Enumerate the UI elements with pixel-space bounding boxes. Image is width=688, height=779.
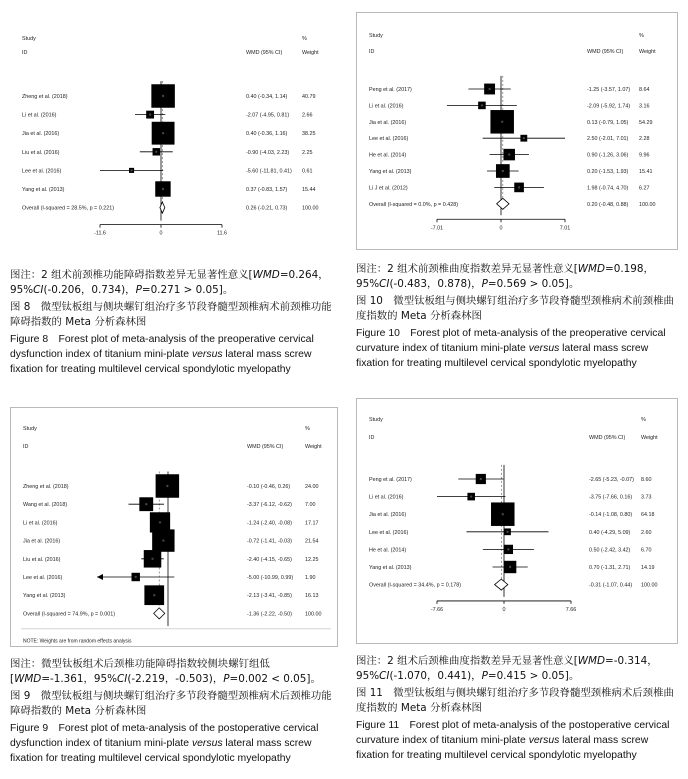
- study-label: Liu et al. (2016): [22, 149, 60, 156]
- ci-value: -0.14 (-1.08, 0.80): [589, 512, 633, 519]
- overall-label: Overall (I-squared = 28.5%, p = 0.221): [22, 205, 114, 212]
- header-id: ID: [23, 444, 29, 450]
- header-study: Study: [369, 33, 383, 39]
- weight-value: 0.61: [302, 168, 313, 175]
- header-weight: Weight: [641, 435, 658, 441]
- point-estimate: [480, 478, 482, 480]
- overall-weight-value: 100.00: [302, 205, 319, 212]
- weight-value: 54.29: [639, 119, 653, 126]
- figure-8-note: 图注：2 组术前颈椎功能障碍指数差异无显著性意义[WMD=0.264，95%CI(-0.206，0.734)，P=0.271 > 0.05]。: [10, 269, 329, 296]
- weight-value: 38.25: [302, 131, 316, 138]
- study-label: Jia et al. (2016): [22, 131, 60, 138]
- figure-11-plot-panel: [356, 398, 678, 644]
- point-estimate: [481, 104, 483, 106]
- ci-value: -2.09 (-5.92, 1.74): [587, 103, 631, 110]
- study-label: Wang et al. (2018): [23, 502, 68, 509]
- ci-value: 0.20 (-1.53, 1.93): [587, 169, 629, 175]
- overall-diamond: [495, 579, 508, 590]
- figure-10-plot-panel: [356, 12, 678, 250]
- weight-value: 21.54: [305, 538, 319, 545]
- header-weight: Weight: [305, 444, 322, 450]
- point-estimate: [151, 558, 153, 560]
- study-label: Yang et al. (2013): [369, 565, 412, 571]
- header-id: ID: [369, 435, 375, 441]
- point-estimate: [166, 485, 168, 487]
- ci-value: 1.98 (-0.74, 4.70): [587, 185, 629, 192]
- study-label: Li et al. (2016): [23, 520, 58, 527]
- ci-value: 0.40 (-0.34, 1.14): [246, 94, 288, 100]
- figure-10-title-cn: 图 10 微型钛板组与侧块螺钉组治疗多节段脊髓型颈椎病术前颈椎曲度指数的 Meta 分析森林图: [356, 295, 674, 322]
- x-axis-tick-label: 11.6: [216, 230, 228, 237]
- figure-8-caption: [10, 268, 336, 379]
- weight-value: 6.70: [641, 547, 652, 554]
- weight-value: 12.25: [305, 556, 319, 563]
- figure-10-forest-plot: [357, 13, 677, 249]
- study-label: Zheng et al. (2018): [22, 94, 68, 100]
- ci-value: -0.10 (-0.46, 0.26): [247, 484, 291, 490]
- ci-value: 0.40 (-0.36, 1.16): [246, 131, 288, 138]
- figure-9-title-cn: 图 9 微型钛板组与侧块螺钉组治疗多节段脊髓型颈椎病术后颈椎功能障碍指数的 Meta 分析森林图: [10, 690, 332, 717]
- point-estimate: [130, 169, 132, 171]
- point-estimate: [509, 566, 511, 568]
- ci-value: 2.50 (-2.01, 7.01): [587, 136, 629, 143]
- study-label: Zheng et al. (2018): [23, 484, 69, 490]
- x-axis-tick-label: -11.6: [94, 230, 106, 237]
- point-estimate: [506, 531, 508, 533]
- weight-value: 7.00: [305, 502, 316, 509]
- ci-value: -3.37 (-6.12, -0.62): [247, 502, 292, 509]
- header-study: Study: [369, 417, 383, 423]
- point-estimate: [162, 132, 164, 134]
- ci-value: -3.75 (-7.66, 0.16): [589, 494, 633, 501]
- ci-value: -2.07 (-4.95, 0.81): [246, 112, 290, 119]
- figure-11-note: 图注：2 组术后颈椎曲度指数差异无显著性意义[WMD=-0.314，95%CI(-1.070，0.441)，P=0.415 > 0.05]。: [356, 655, 658, 682]
- header-wmd: WMD (95% CI): [587, 49, 624, 55]
- overall-ci-value: -1.36 (-2.22, -0.50): [247, 611, 292, 618]
- study-label: Yang et al. (2013): [23, 593, 66, 600]
- header-percent: %: [639, 33, 644, 39]
- point-estimate: [502, 170, 504, 172]
- point-estimate: [502, 513, 504, 515]
- weight-value: 2.66: [302, 112, 313, 119]
- header-study: Study: [22, 36, 36, 42]
- weight-value: 1.90: [305, 575, 316, 581]
- header-wmd: WMD (95% CI): [589, 435, 626, 441]
- overall-diamond: [154, 608, 165, 619]
- point-estimate: [523, 137, 525, 139]
- point-estimate: [162, 539, 164, 541]
- point-estimate: [488, 88, 490, 90]
- figure-11-caption: [356, 654, 682, 765]
- ci-value: -2.13 (-3.41, -0.85): [247, 593, 292, 600]
- weight-value: 2.60: [641, 529, 652, 536]
- point-estimate: [507, 548, 509, 550]
- ci-value: -5.00 (-10.99, 0.99): [247, 575, 294, 581]
- ci-value: -1.24 (-2.40, -0.08): [247, 520, 292, 527]
- point-estimate: [149, 113, 151, 115]
- x-axis-tick-label: -7.66: [430, 606, 444, 613]
- x-axis-tick-label: 0: [502, 606, 506, 613]
- header-study: Study: [23, 426, 37, 432]
- study-label: Jia et al. (2016): [369, 512, 407, 519]
- point-estimate: [508, 153, 510, 155]
- x-axis-tick-label: -7.01: [430, 225, 444, 232]
- figure-8-plot-panel: [10, 22, 336, 258]
- ci-value: -1.25 (-3.57, 1.07): [587, 87, 631, 93]
- weights-note: NOTE: Weights are from random effects analysis: [23, 638, 132, 645]
- header-weight: Weight: [639, 49, 656, 55]
- point-estimate: [135, 576, 137, 578]
- figure-9-note: 图注：微型钛板组术后颈椎功能障碍指数较侧块螺钉组低[WMD=-1.361，95%CI(-2.219，-0.503)，P=0.002 < 0.05]。: [10, 658, 321, 685]
- overall-weight-value: 100.00: [639, 201, 656, 208]
- header-weight: Weight: [302, 50, 319, 56]
- weight-value: 2.25: [302, 149, 313, 156]
- ci-value: -2.65 (-5.23, -0.07): [589, 477, 634, 483]
- figure-9-forest-plot: [11, 408, 337, 646]
- x-axis-tick-label: 0: [499, 225, 503, 232]
- weight-value: 40.79: [302, 94, 316, 100]
- ci-value: 0.13 (-0.79, 1.05): [587, 119, 629, 126]
- ci-value: -5.60 (-11.81, 0.41): [246, 168, 292, 175]
- point-estimate: [159, 521, 161, 523]
- point-estimate: [155, 151, 157, 153]
- figure-8-title-cn: 图 8 微型钛板组与侧块螺钉组治疗多节段脊髓型颈椎病术前颈椎功能障碍指数的 Meta 分析森林图: [10, 301, 332, 328]
- study-label: Li J et al. (2012): [369, 185, 408, 192]
- study-label: Jia et al. (2016): [23, 538, 61, 545]
- point-estimate: [153, 594, 155, 596]
- overall-label: Overall (I-squared = 34.4%, p = 0.178): [369, 582, 461, 589]
- figure-9-title-en: Figure 9 Forest plot of meta-analysis of the postoperative cervical dysfunction index of titanium mini-plate versus lateral mass screw fixation for treating multilevel cervical spondylotic myelopathy: [10, 723, 319, 764]
- point-estimate: [145, 503, 147, 505]
- study-label: Liu et al. (2016): [23, 556, 61, 563]
- figure-10-title-en: Figure 10 Forest plot of meta-analysis of the preoperative cervical curvature index of titanium mini-plate versus lateral mass screw fixation for treating multilevel cervical spondylotic myelopathy: [356, 328, 666, 369]
- overall-weight-value: 100.00: [641, 582, 658, 589]
- ci-value: 0.37 (-0.83, 1.57): [246, 187, 288, 193]
- weight-value: 64.18: [641, 512, 655, 519]
- figure-9-plot-panel: [10, 407, 338, 647]
- figure-11-title-en: Figure 11 Forest plot of meta-analysis of the postoperative cervical curvature index of titanium mini-plate versus lateral mass screw fixation for treating multilevel cervical spondylotic myelopathy: [356, 720, 670, 761]
- figure-10-caption: [356, 262, 682, 373]
- overall-ci-value: 0.20 (-0.48, 0.88): [587, 201, 629, 208]
- study-label: Yang et al. (2013): [369, 169, 412, 175]
- weight-value: 3.73: [641, 494, 652, 501]
- ci-arrow: [97, 574, 103, 580]
- point-estimate: [470, 495, 472, 497]
- point-estimate: [162, 188, 164, 190]
- weight-value: 16.13: [305, 593, 319, 600]
- figure-9-caption: [10, 657, 340, 768]
- overall-diamond: [497, 198, 509, 209]
- figure-11-forest-plot: [357, 399, 677, 643]
- study-label: Lee et al. (2016): [369, 136, 409, 143]
- header-wmd: WMD (95% CI): [247, 444, 284, 450]
- study-label: Li et al. (2016): [22, 112, 57, 119]
- ci-value: -2.40 (-4.15, -0.65): [247, 556, 292, 563]
- study-label: Li et al. (2016): [369, 103, 404, 110]
- weight-value: 9.96: [639, 152, 650, 159]
- overall-label: Overall (I-squared = 0.0%, p = 0.428): [369, 201, 458, 208]
- study-label: Yang et al. (2013): [22, 187, 65, 193]
- study-label: He et al. (2014): [369, 547, 407, 554]
- figure-8-forest-plot: [10, 22, 336, 258]
- figure-11-title-cn: 图 11 微型钛板组与侧块螺钉组治疗多节段脊髓型颈椎病术后颈椎曲度指数的 Meta 分析森林图: [356, 687, 674, 714]
- study-label: Lee et al. (2016): [369, 529, 409, 536]
- study-label: Peng et al. (2017): [369, 87, 412, 93]
- weight-value: 8.64: [639, 87, 650, 93]
- point-estimate: [518, 186, 520, 188]
- weight-value: 14.19: [641, 565, 655, 571]
- header-percent: %: [641, 417, 646, 423]
- ci-value: 0.50 (-2.42, 3.42): [589, 547, 631, 554]
- weight-value: 17.17: [305, 520, 319, 527]
- point-estimate: [501, 121, 503, 123]
- study-label: Lee et al. (2016): [23, 575, 63, 581]
- weight-value: 2.28: [639, 136, 650, 143]
- x-axis-tick-label: 7.01: [559, 225, 571, 232]
- figure-10-note: 图注：2 组术前颈椎曲度指数差异无显著性意义[WMD=0.198，95%CI(-0.483，0.878)，P=0.569 > 0.05]。: [356, 263, 654, 290]
- overall-label: Overall (I-squared = 74.9%, p = 0.001): [23, 611, 115, 618]
- x-axis-tick-label: 7.66: [565, 606, 577, 613]
- study-label: He et al. (2014): [369, 152, 407, 159]
- ci-value: 0.40 (-4.29, 5.09): [589, 529, 631, 536]
- study-label: Li et al. (2016): [369, 494, 404, 501]
- ci-value: 0.90 (-1.26, 3.06): [587, 152, 629, 159]
- weight-value: 15.44: [302, 187, 316, 193]
- overall-weight-value: 100.00: [305, 611, 322, 618]
- study-label: Lee et al. (2016): [22, 168, 62, 175]
- study-label: Peng et al. (2017): [369, 477, 412, 483]
- weight-value: 3.16: [639, 103, 650, 110]
- weight-value: 8.60: [641, 477, 652, 483]
- x-axis-tick-label: 0: [159, 230, 163, 237]
- overall-ci-value: 0.26 (-0.21, 0.73): [246, 205, 288, 212]
- ci-value: 0.70 (-1.31, 2.71): [589, 565, 631, 571]
- weight-value: 24.00: [305, 484, 319, 490]
- header-id: ID: [22, 50, 28, 56]
- weight-value: 6.27: [639, 185, 650, 192]
- figure-8-title-en: Figure 8 Forest plot of meta-analysis of the preoperative cervical dysfunction index of titanium mini-plate versus lateral mass screw fixation for treating multilevel cervical spondylotic myelopathy: [10, 334, 314, 375]
- weight-value: 15.41: [639, 169, 653, 175]
- point-estimate: [162, 95, 164, 97]
- header-wmd: WMD (95% CI): [246, 50, 283, 56]
- overall-ci-value: -0.31 (-1.07, 0.44): [589, 582, 633, 589]
- study-label: Jia et al. (2016): [369, 119, 407, 126]
- header-id: ID: [369, 49, 375, 55]
- ci-value: -0.90 (-4.03, 2.23): [246, 149, 290, 156]
- ci-value: -0.72 (-1.41, -0.03): [247, 538, 292, 545]
- header-percent: %: [305, 426, 310, 432]
- header-percent: %: [302, 36, 307, 42]
